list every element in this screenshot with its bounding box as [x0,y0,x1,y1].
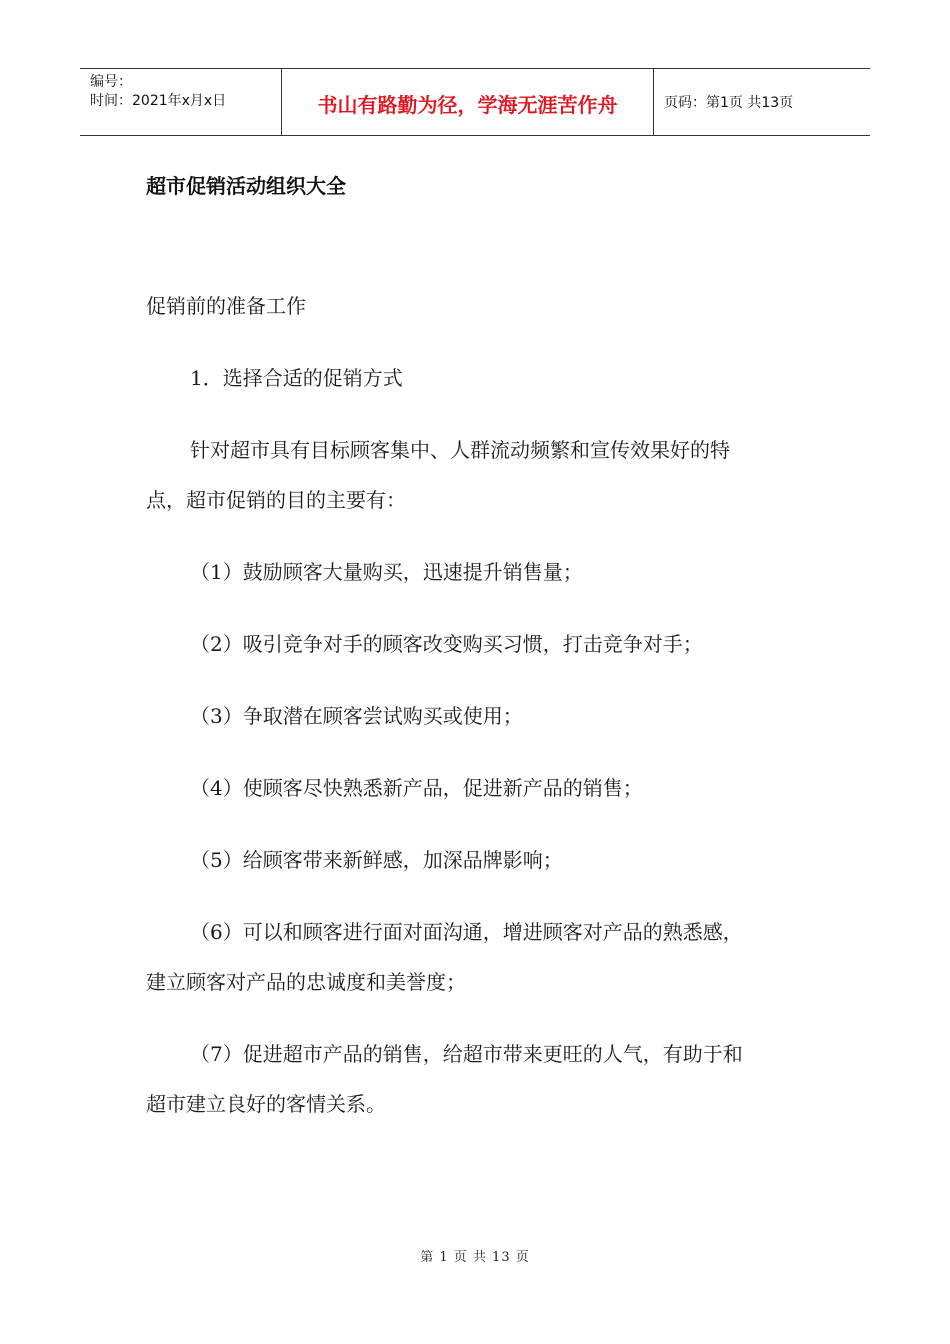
list-item: （7）促进超市产品的销售，给超市带来更旺的人气，有助于和 [190,1042,743,1066]
list-item: （4）使顾客尽快熟悉新产品，促进新产品的销售； [190,776,643,800]
list-item: （5）给顾客带来新鲜感，加深品牌影响； [190,848,563,872]
header-date-label: 时间：2021年x月x日 [90,93,227,109]
page-footer: 第 1 页 共 13 页 [420,1250,530,1265]
section-heading: 促销前的准备工作 [146,294,306,318]
list-item: （3）争取潜在顾客尝试购买或使用； [190,704,523,728]
header-motto: 书山有路勤为径，学海无涯苦作舟 [282,69,654,135]
header-number-label: 编号： [90,74,132,90]
list-item-continuation: 建立顾客对产品的忠诚度和美誉度； [146,970,466,994]
list-item: （1）鼓励顾客大量购买，迅速提升销售量； [190,560,583,584]
list-item: （6）可以和顾客进行面对面沟通，增进顾客对产品的熟悉感， [190,920,743,944]
intro-line-2: 点，超市促销的目的主要有： [146,488,406,512]
list-item: （2）吸引竞争对手的顾客改变购买习惯，打击竞争对手； [190,632,703,656]
subheading: 1．选择合适的促销方式 [190,366,403,390]
header-meta-cell [80,69,282,135]
list-item-continuation: 超市建立良好的客情关系。 [146,1092,386,1116]
document-title: 超市促销活动组织大全 [146,174,346,198]
page-header [80,68,870,136]
intro-line-1: 针对超市具有目标顾客集中、人群流动频繁和宣传效果好的特 [190,438,730,462]
header-page-info: 页码：第1页 共13页 [664,95,794,111]
